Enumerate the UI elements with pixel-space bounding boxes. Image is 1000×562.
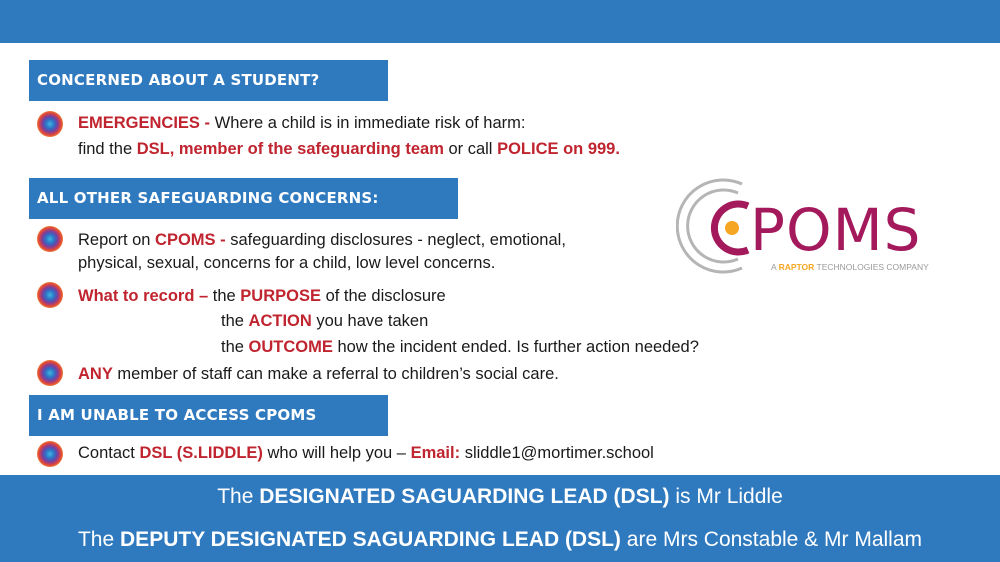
- dsl-title: DESIGNATED SAGUARDING LEAD (DSL): [259, 485, 670, 508]
- text: are Mrs Constable & Mr Mallam: [620, 528, 923, 551]
- text: or call: [443, 140, 498, 158]
- deputy-dsl-line: [0, 528, 1000, 552]
- email-address[interactable]: sliddle1@mortimer.school: [460, 444, 654, 462]
- outcome-highlight: OUTCOME: [248, 338, 333, 356]
- record-line-1: [78, 285, 446, 307]
- svg-text:POMS: POMS: [750, 196, 922, 264]
- text: The: [217, 485, 260, 508]
- cpoms-logo: [676, 176, 956, 276]
- bullet-icon: [37, 360, 63, 386]
- top-banner: [0, 0, 1000, 43]
- text: the: [208, 287, 241, 305]
- dsl-team-highlight: DSL, member of the safeguarding team: [136, 140, 444, 158]
- text: The: [77, 528, 121, 551]
- text: of the disclosure: [320, 287, 446, 305]
- contact-line: [78, 442, 654, 464]
- deputy-dsl-title: DEPUTY DESIGNATED SAGUARDING LEAD (DSL): [120, 528, 621, 551]
- record-line-2: [221, 310, 428, 332]
- emergencies-label: EMERGENCIES -: [78, 114, 211, 132]
- text: the: [221, 312, 249, 330]
- cpoms-logo-graphic: [676, 176, 956, 276]
- text: who will help you –: [262, 444, 411, 462]
- bullet-icon: [37, 111, 63, 137]
- text: safeguarding disclosures - neglect, emotional,: [225, 231, 566, 249]
- text: is Mr Liddle: [669, 485, 783, 508]
- footer-banner: [0, 475, 1000, 562]
- purpose-highlight: PURPOSE: [240, 287, 321, 305]
- record-line-3: [221, 336, 699, 358]
- text: the: [221, 338, 249, 356]
- report-line-1: [78, 229, 566, 251]
- section-heading-other-concerns: ALL OTHER SAFEGUARDING CONCERNS:: [29, 178, 458, 219]
- text: member of staff can make a referral to children’s social care.: [112, 365, 559, 383]
- text: Report on: [78, 231, 156, 249]
- bullet-icon: [37, 282, 63, 308]
- bullet-icon: [37, 441, 63, 467]
- text: Contact: [78, 444, 140, 462]
- dsl-name-highlight: DSL (S.LIDDLE): [139, 444, 263, 462]
- emergencies-line-1: [78, 112, 525, 134]
- text: Where a child is in immediate risk of harm:: [210, 114, 526, 132]
- section-heading-concerned: CONCERNED ABOUT A STUDENT?: [29, 60, 388, 101]
- bullet-icon: [37, 226, 63, 252]
- cpoms-highlight: CPOMS -: [155, 231, 226, 249]
- svg-text:A RAPTOR TECHNOLOGIES COMPANY: A RAPTOR TECHNOLOGIES COMPANY: [771, 262, 929, 272]
- any-staff-line: [78, 363, 559, 385]
- police-highlight: POLICE on 999.: [497, 140, 620, 158]
- action-highlight: ACTION: [248, 312, 312, 330]
- text: you have taken: [311, 312, 429, 330]
- report-line-2: physical, sexual, concerns for a child, low level concerns.: [78, 254, 496, 272]
- emergencies-line-2: [78, 138, 620, 160]
- dsl-line: [0, 485, 1000, 509]
- text: find the: [78, 140, 137, 158]
- email-label: Email:: [410, 444, 461, 462]
- any-highlight: ANY: [78, 365, 113, 383]
- text: how the incident ended. Is further action needed?: [332, 338, 699, 356]
- section-heading-unable-access: I AM UNABLE TO ACCESS CPOMS: [29, 395, 388, 436]
- record-label: What to record –: [78, 287, 209, 305]
